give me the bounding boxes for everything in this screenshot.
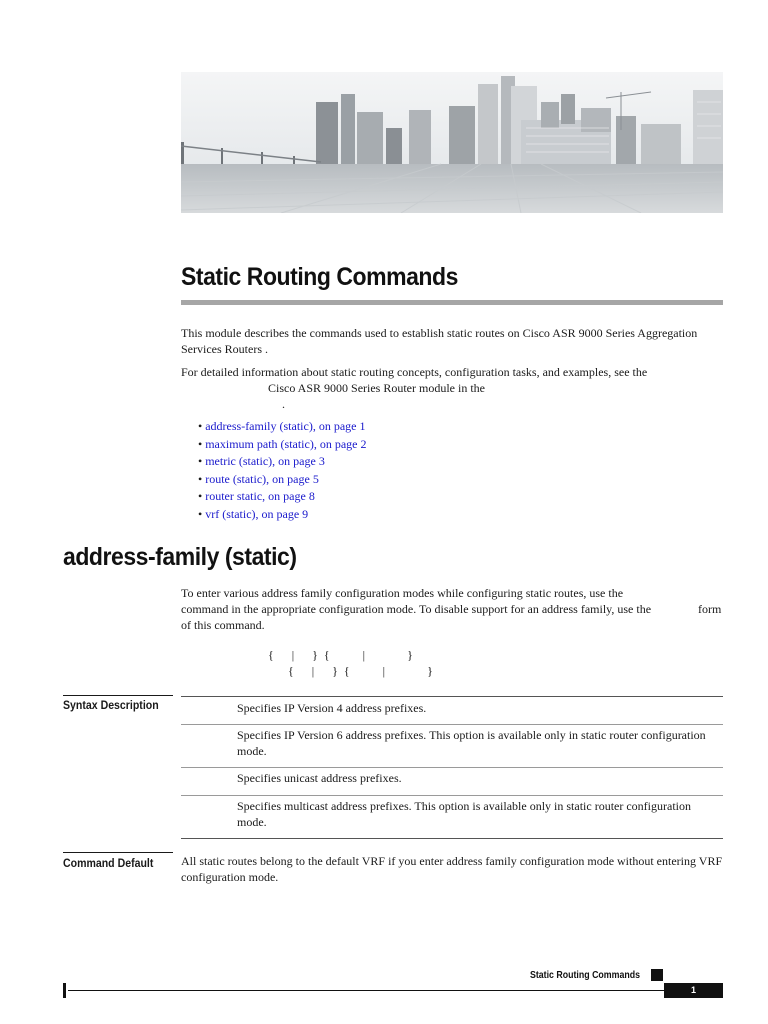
syntax-row-ipv6: Specifies IP Version 6 address prefixes. This option is available only in static router configuration mode.: [237, 728, 706, 758]
footer-left-tick: [63, 983, 66, 998]
list-item: [198, 418, 367, 436]
bullet: •: [198, 471, 203, 486]
page-number: 1: [664, 983, 723, 998]
list-item: [198, 453, 367, 471]
table-rule: [181, 696, 723, 697]
table-rule: [181, 724, 723, 725]
bullet: •: [198, 454, 203, 468]
chapter-title: Static Routing Commands: [181, 263, 458, 291]
table-rule: [181, 767, 723, 768]
command-default-label: Command Default: [63, 856, 154, 870]
command-syntax-line-1: { | } { | }: [268, 648, 413, 662]
header-banner-image: [181, 72, 723, 213]
syntax-row-multicast: Specifies multicast address prefixes. This option is available only in static router configuration mode.: [237, 799, 692, 829]
bullet: •: [198, 436, 203, 451]
toc-link-router-static[interactable]: router static, on page 8: [205, 489, 315, 503]
syntax-description-label-rule: [63, 695, 173, 696]
list-item: [198, 471, 367, 489]
command-list: [198, 418, 367, 523]
list-item: [198, 488, 367, 506]
bullet: •: [198, 419, 203, 433]
intro-paragraph: This module describes the commands used to establish static routes on Cisco ASR 9000 Series Aggregation Services Routers .: [181, 326, 698, 356]
list-item: [198, 436, 367, 454]
section-description-line-1: To enter various address family configuration modes while configuring static routes, use the: [181, 586, 624, 600]
list-item: [198, 506, 367, 524]
syntax-description-label: Syntax Description: [63, 698, 159, 712]
table-rule: [181, 795, 723, 796]
command-default-label-rule: [63, 852, 173, 853]
toc-link-route[interactable]: route (static), on page 5: [205, 471, 319, 486]
syntax-row-unicast: Specifies unicast address prefixes.: [237, 771, 402, 785]
section-description-line-2: command in the appropriate configuration mode. To disable support for an address family, use the: [181, 602, 652, 616]
footer-marker: [651, 969, 663, 981]
command-syntax-line-2: { | } { | }: [288, 664, 433, 678]
toc-link-address-family[interactable]: address-family (static), on page 1: [205, 419, 366, 433]
intro-paragraph-reference-line-1: For detailed information about static routing concepts, configuration tasks, and examples, see the: [181, 365, 648, 379]
section-description-line-3: of this command.: [181, 618, 265, 632]
toc-link-maximum-path[interactable]: maximum path (static), on page 2: [205, 436, 367, 451]
table-rule: [181, 838, 723, 839]
intro-paragraph-reference-line-3: .: [282, 397, 285, 411]
toc-link-vrf[interactable]: vrf (static), on page 9: [205, 506, 309, 521]
footer-rule: [68, 990, 664, 991]
intro-paragraph-reference-line-2: Cisco ASR 9000 Series Router module in the: [268, 381, 485, 395]
bullet: •: [198, 489, 203, 503]
section-description-line-2-end: form: [698, 602, 722, 616]
section-title: address-family (static): [63, 543, 297, 571]
bullet: •: [198, 506, 203, 521]
syntax-row-ipv4: Specifies IP Version 4 address prefixes.: [237, 701, 427, 715]
command-default-text: All static routes belong to the default VRF if you enter address family configuration mode without entering VRF configuration mode.: [181, 854, 723, 884]
title-divider: [181, 300, 723, 305]
footer-running-title: Static Routing Commands: [529, 970, 640, 981]
toc-link-metric[interactable]: metric (static), on page 3: [205, 454, 325, 468]
